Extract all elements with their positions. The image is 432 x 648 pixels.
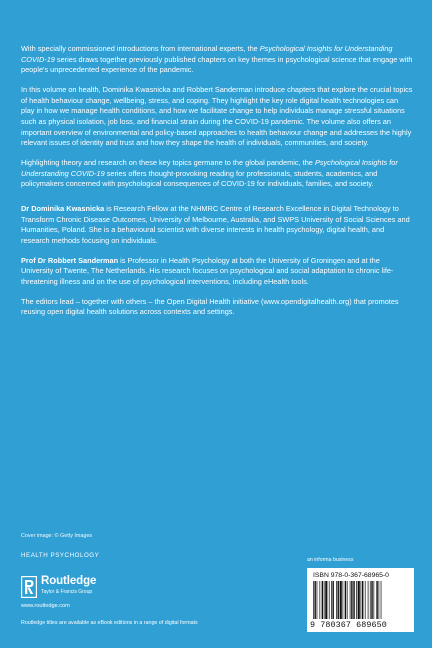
subject-category: HEALTH PSYCHOLOGY bbox=[21, 552, 100, 559]
cover-image-credit: Cover image: © Getty Images bbox=[21, 533, 93, 539]
editors-note: The editors lead – together with others – the Open Digital Health initiative (www.opendigitalhealth.org) that promotes reusing open digital health solutions across contexts and settings. bbox=[21, 296, 399, 317]
blurb-p3-lead: Highlighting theory and research on these key topics germane to the global pandemic, the bbox=[21, 158, 315, 168]
ebook-note: Routledge titles are available as eBook editions in a range of digital formats bbox=[21, 620, 198, 626]
blurb-paragraph-2: In this volume on health, Dominika Kwasnicka and Robbert Sanderman introduce chapters that explore the crucial topics of health behaviour change, wellbeing, stress, and coping. They highlight the key role digital health technologies can play in how we manage health conditions, and how we facilitate change to help individuals manage stressful situations such as physical isolation, job loss, and financial strain during the COVID-19 pandemic. The volume also offers an important overview of environmental and policy-based approaches to health behaviour change and addresses the highly relevant issues of identity and trust and how they shape the health of individuals, communities, and society. bbox=[21, 85, 413, 148]
isbn-barcode bbox=[307, 568, 414, 632]
series-title: Psychological Insights for Understanding COVID-19 bbox=[21, 158, 398, 178]
back-cover-text bbox=[21, 44, 413, 327]
author-bio-kwasnicka bbox=[21, 204, 413, 246]
author-bio-sanderman bbox=[21, 256, 413, 288]
barcode-bars bbox=[313, 581, 409, 619]
author-bio-text: is Research Fellow at the NHMRC Centre of Research Excellence in Digital Technology to Transform Chronic Disease Outcomes, University of Melbourne, Australia, and SWPS University of Social Sciences and Humanities, Poland. She is a behavioural scientist with diverse interests in health psychology, digital health, and research methods focusing on individuals. bbox=[21, 203, 410, 245]
informa-business-label: an informa business bbox=[307, 557, 354, 563]
author-name: Dr Dominika Kwasnicka bbox=[21, 203, 105, 213]
publisher-website: www.routledge.com bbox=[21, 603, 70, 609]
publisher-tagline: Taylor & Francis Group bbox=[41, 589, 93, 595]
blurb-p1-lead: With specially commissioned introductions from international experts, the bbox=[21, 44, 260, 53]
blurb-p1-rest: series draws together previously published chapters on key themes in psychological science that engage with people's unprecedented experience of the pandemic. bbox=[21, 54, 413, 75]
blurb-paragraph-3 bbox=[21, 158, 413, 190]
blurb-paragraph-1 bbox=[21, 44, 413, 76]
series-title: Psychological Insights for Understanding COVID-19 bbox=[21, 44, 393, 64]
author-bio-text: is Professor in Health Psychology at both the University of Groningen and at the University of Twente, The Netherlands. His research focuses on psychological and social adaptation to chronic life-threatening illness and on the use of psychological interventions, including eHealth tools. bbox=[21, 255, 394, 286]
publisher-name: Routledge bbox=[41, 575, 97, 587]
isbn-label: ISBN 978-0-367-68965-0 bbox=[313, 572, 389, 579]
barcode-digits: 9 780367 689650 bbox=[310, 620, 387, 630]
publisher-logo bbox=[21, 574, 171, 610]
routledge-r-icon bbox=[21, 576, 37, 598]
blurb-p3-rest: series offers thought-provoking reading for professionals, students, academics, and policymakers concerned with psychological consequences of COVID-19 for individuals, families, and society. bbox=[21, 168, 378, 189]
author-name: Prof Dr Robbert Sanderman bbox=[21, 255, 119, 265]
